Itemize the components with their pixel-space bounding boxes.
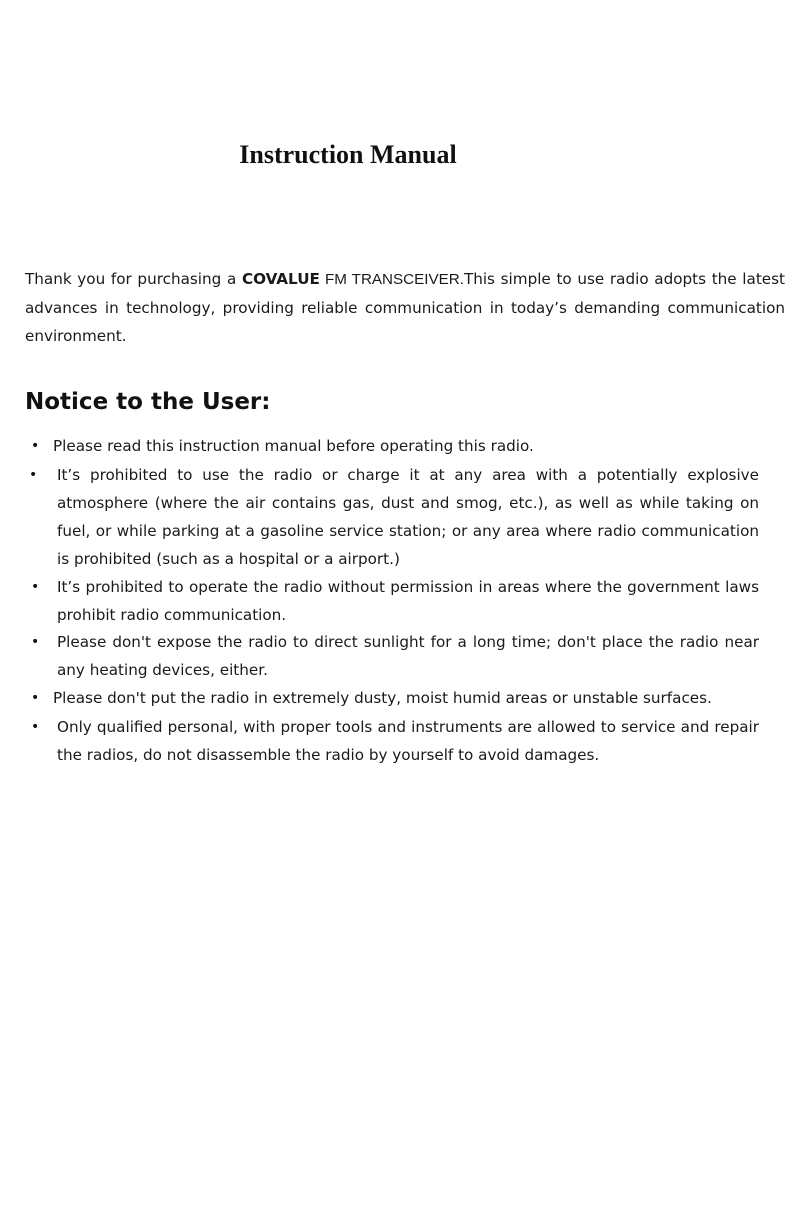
bullet-icon: •	[31, 634, 40, 650]
notice-item-text: Only qualified personal, with proper tools and instruments are allowed to service and repair the radios, do not disassemble the radio by yourself to avoid damages.	[57, 718, 759, 764]
notice-item-text: Please don't expose the radio to direct sunlight for a long time; don't place the radio near any heating devices, either.	[57, 633, 759, 679]
product-name: FM TRANSCEIVER.	[319, 271, 464, 288]
notice-heading: Notice to the User:	[25, 389, 271, 415]
bullet-icon: •	[31, 579, 40, 595]
bullet-icon: •	[31, 719, 40, 735]
intro-text-before-brand: Thank you for purchasing a	[25, 270, 242, 288]
intro-paragraph	[25, 265, 785, 350]
brand-name: COVALUE	[241, 270, 320, 288]
notice-item-text: It’s prohibited to operate the radio without permission in areas where the government laws prohibit radio communication.	[57, 578, 759, 624]
bullet-icon: •	[29, 467, 38, 483]
notice-item-text: Please read this instruction manual before operating this radio.	[53, 437, 534, 455]
notice-item-text: Please don't put the radio in extremely dusty, moist humid areas or unstable surfaces.	[53, 689, 712, 707]
notice-item-text: It’s prohibited to use the radio or charge it at any area with a potentially explosive atmosphere (where the air contains gas, dust and smog, etc.), as well as while taking on fuel, or while parking at a gasoline service station; or any area where radio communication is prohibited (such as a hospital or a airport.)	[57, 466, 759, 568]
bullet-icon: •	[31, 438, 40, 454]
intro-text-after-product: This simple to use radio adopts the latest advances in technology, providing reliable communication in today’s demanding communication environment.	[25, 270, 785, 345]
bullet-icon: •	[31, 690, 40, 706]
page-title: Instruction Manual	[239, 140, 457, 169]
